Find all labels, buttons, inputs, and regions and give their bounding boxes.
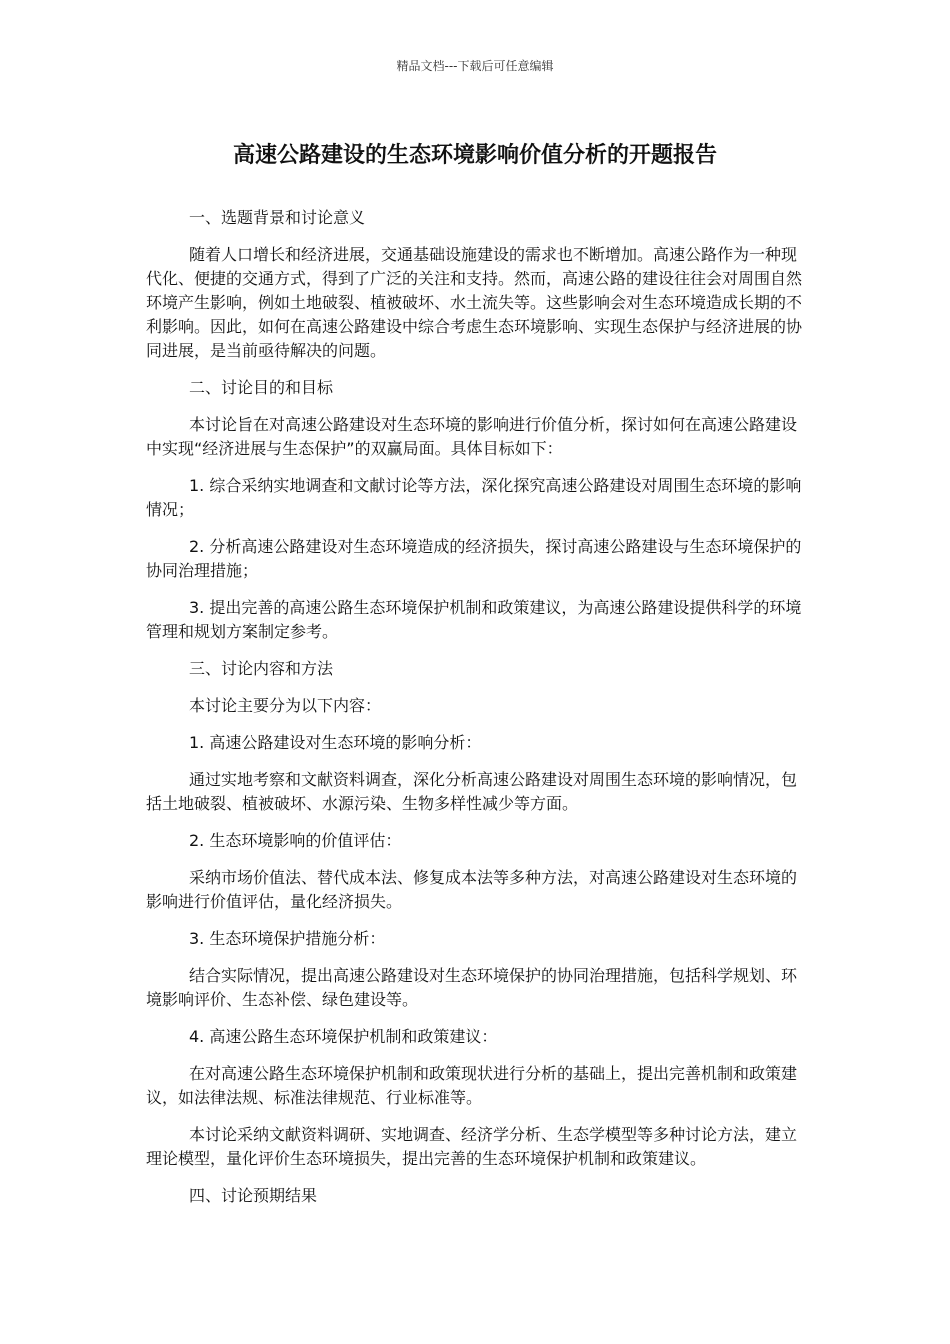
- document-title: 高速公路建设的生态环境影响价值分析的开题报告: [232, 143, 717, 168]
- section-heading: 一、选题背景和讨论意义: [189, 208, 366, 227]
- paragraph: 结合实际情况，提出高速公路建设对生态环境保护的协同治理措施，包括科学规划、环境影响评价、生态补偿、绿色建设等。: [146, 966, 798, 1009]
- subsection-heading: 4. 高速公路生态环境保护机制和政策建议：: [189, 1027, 498, 1046]
- paragraph: 本讨论采纳文献资料调研、实地调查、经济学分析、生态学模型等多种讨论方法，建立理论模型，量化评价生态环境损失，提出完善的生态环境保护机制和政策建议。: [146, 1125, 798, 1168]
- section-heading: 四、讨论预期结果: [189, 1186, 318, 1205]
- paragraph: 在对高速公路生态环境保护机制和政策现状进行分析的基础上，提出完善机制和政策建议，如法律法规、标准法律规范、行业标准等。: [146, 1064, 798, 1107]
- section-heading: 二、讨论目的和目标: [189, 378, 334, 397]
- subsection-heading: 2. 生态环境影响的价值评估：: [189, 831, 402, 850]
- subsection-heading: 3. 生态环境保护措施分析：: [189, 929, 386, 948]
- subsection-heading: 1. 高速公路建设对生态环境的影响分析：: [189, 733, 482, 752]
- paragraph: 本讨论旨在对高速公路建设对生态环境的影响进行价值分析，探讨如何在高速公路建设中实现“经济进展与生态保护”的双赢局面。具体目标如下：: [146, 415, 798, 458]
- paragraph: 本讨论主要分为以下内容：: [189, 696, 382, 715]
- list-item: 3. 提出完善的高速公路生态环境保护机制和政策建议，为高速公路建设提供科学的环境管理和规划方案制定参考。: [146, 598, 802, 641]
- document-body: [146, 206, 808, 1221]
- paragraph: 采纳市场价值法、替代成本法、修复成本法等多种方法，对高速公路建设对生态环境的影响进行价值评估，量化经济损失。: [146, 868, 798, 911]
- header-note: 精品文档---下载后可任意编辑: [396, 59, 554, 73]
- list-item: 2. 分析高速公路建设对生态环境造成的经济损失，探讨高速公路建设与生态环境保护的协同治理措施；: [146, 537, 802, 580]
- paragraph: 随着人口增长和经济进展，交通基础设施建设的需求也不断增加。高速公路作为一种现代化、便捷的交通方式，得到了广泛的关注和支持。然而，高速公路的建设往往会对周围自然环境产生影响，例如土地破裂、植被破坏、水土流失等。这些影响会对生态环境造成长期的不利影响。因此，如何在高速公路建设中综合考虑生态环境影响、实现生态保护与经济进展的协同进展，是当前亟待解决的问题。: [146, 245, 803, 360]
- paragraph: 通过实地考察和文献资料调查，深化分析高速公路建设对周围生态环境的影响情况，包括土地破裂、植被破坏、水源污染、生物多样性减少等方面。: [146, 770, 798, 813]
- section-heading: 三、讨论内容和方法: [189, 659, 334, 678]
- list-item: 1. 综合采纳实地调查和文献讨论等方法，深化探究高速公路建设对周围生态环境的影响情况；: [146, 476, 802, 519]
